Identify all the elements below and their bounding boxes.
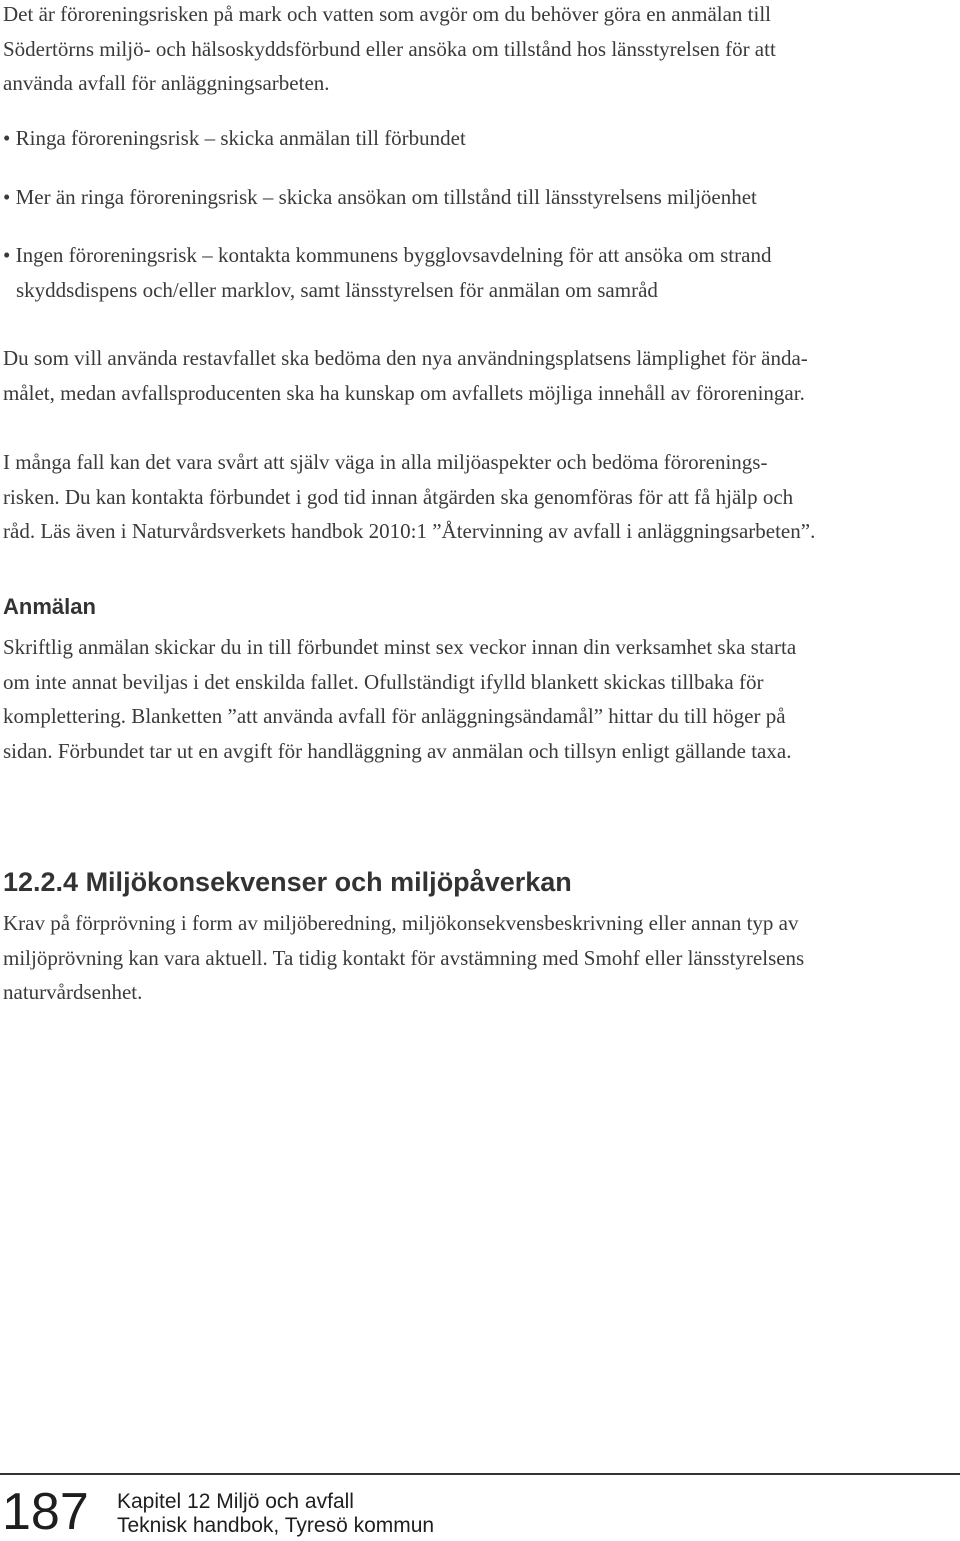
paragraph-anmalan	[3, 630, 955, 768]
intro-paragraph	[3, 0, 953, 101]
text-line: komplettering. Blanketten ”att använda avfall för anläggningsändamål” hittar du till höger på	[3, 704, 786, 728]
text-line: I många fall kan det vara svårt att själv väga in alla miljöaspekter och bedöma förorenings-	[3, 450, 768, 474]
text-line: • Ringa föroreningsrisk – skicka anmälan till förbundet	[3, 126, 466, 150]
footer-chapter: Kapitel 12 Miljö och avfall	[117, 1490, 354, 1513]
text-line: sidan. Förbundet tar ut en avgift för handläggning av anmälan och tillsyn enligt gällande taxa.	[3, 738, 792, 763]
paragraph-lamplighet	[3, 341, 955, 410]
text-line: miljöprövning kan vara aktuell. Ta tidig kontakt för avstämning med Smohf eller länsstyrelsens	[3, 945, 805, 970]
text-line: om inte annat beviljas i det enskilda fallet. Ofullständigt ifylld blankett skickas tillbaka för	[3, 669, 764, 694]
footer-divider	[0, 1473, 960, 1475]
footer-book: Teknisk handbok, Tyresö kommun	[117, 1514, 435, 1537]
text-line: Södertörns miljö- och hälsoskyddsförbund eller ansöka om tillstånd hos länsstyrelsen för att	[3, 36, 776, 61]
text-line: • Mer än ringa föroreningsrisk – skicka ansökan om tillstånd till länsstyrelsens miljöenhet	[3, 185, 757, 209]
bullet-item-mer-an-ringa	[3, 180, 953, 215]
text-line: risken. Du kan kontakta förbundet i god tid innan åtgärden ska genomföras för att få hjälp och	[3, 484, 794, 509]
text-line: använda avfall för anläggningsarbeten.	[3, 71, 330, 95]
text-line: Krav på förprövning i form av miljöberedning, miljökonsekvensbeskrivning eller annan typ av	[3, 911, 799, 935]
text-line: Skriftlig anmälan skickar du in till förbundet minst sex veckor innan din verksamhet ska starta	[3, 635, 797, 659]
text-line: skyddsdispens och/eller marklov, samt länsstyrelsen för anmälan om samråd	[16, 277, 658, 302]
text-line: råd. Läs även i Naturvårdsverkets handbok 2010:1 ”Återvinning av avfall i anläggningsarbeten”.	[3, 519, 816, 543]
section-heading-12-2-4: 12.2.4 Miljökonsekvenser och miljöpåverkan	[3, 867, 572, 897]
text-line: naturvårdsenhet.	[3, 980, 143, 1004]
bullet-item-ringa	[3, 121, 953, 156]
text-line: Du som vill använda restavfallet ska bedöma den nya användningsplatsens lämplighet för ända-	[3, 346, 808, 370]
paragraph-miljoaspekter	[3, 445, 955, 549]
text-line: Det är föroreningsrisken på mark och vatten som avgör om du behöver göra en anmälan till	[3, 2, 772, 26]
footer-caption	[117, 1490, 434, 1538]
paragraph-miljokonsekvenser	[3, 906, 955, 1010]
text-line: målet, medan avfallsproducenten ska ha kunskap om avfallets möjliga innehåll av föroreningar.	[3, 380, 805, 405]
text-line: • Ingen föroreningsrisk – kontakta kommunens bygglovsavdelning för att ansöka om strand	[3, 243, 772, 267]
bullet-item-ingen	[3, 238, 953, 307]
page-number: 187	[2, 1483, 89, 1541]
section-heading-anmalan: Anmälan	[3, 594, 96, 619]
